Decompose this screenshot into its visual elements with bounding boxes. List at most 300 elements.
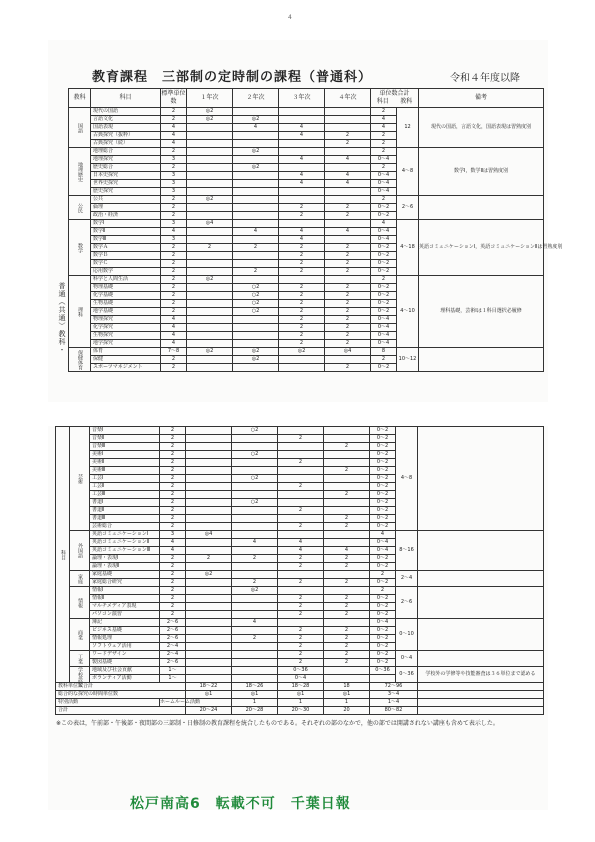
cell-value: 2 [161,196,187,204]
cell-value [233,364,279,372]
cell-value: 2 [161,204,187,212]
subject-name: 数学Ⅱ [91,228,161,236]
cell-value [186,635,232,643]
cell-value: 0〜2 [370,507,396,515]
subject-name: 世界史探究 [91,180,161,188]
cell-value [187,212,233,220]
subject-name: 音楽Ⅱ [90,435,160,443]
field-note: 学校外の学修等や技能審査は３６単位まで認める [418,667,544,683]
cell-value: 2 [161,108,187,116]
field-total: 4〜18 [397,220,419,276]
cell-value: 4 [160,539,186,547]
cell-value: 4 [279,180,325,188]
table-row [56,427,544,435]
cell-value: 3 [161,180,187,188]
summary-blank [418,699,544,707]
field-note [418,531,544,571]
cell-value [187,228,233,236]
cell-value [187,140,233,148]
cell-value: 0〜2 [370,659,396,667]
cell-value: 2 [324,595,370,603]
subject-name: 美術Ⅲ [90,467,160,475]
cell-value [232,507,278,515]
cell-value: 0〜2 [370,475,396,483]
header-unit-total-label: 単位数合計 [379,90,410,97]
cell-value [324,451,370,459]
cell-value [233,332,279,340]
cell-value: ◎2 [187,116,233,124]
cell-value: 2 [371,148,397,156]
cell-value: ◎2 [187,348,233,356]
cell-value: 2 [324,643,370,651]
cell-value: ◎2 [233,356,279,364]
table-row [56,619,544,627]
cell-value [233,252,279,260]
cell-value [186,563,232,571]
cell-value: 2 [325,332,371,340]
cell-value: 2 [232,555,278,563]
subject-name: 体育 [91,348,161,356]
cell-value [186,643,232,651]
cell-value: 0〜4 [371,156,397,164]
cell-value [279,164,325,172]
cell-value: 0〜4 [371,172,397,180]
cell-value [325,220,371,228]
cell-value [324,499,370,507]
cell-value: 0〜4 [371,340,397,348]
cell-value [186,547,232,555]
cell-value [187,332,233,340]
cell-value [325,236,371,244]
subject-name: スポーツマネジメント [91,364,161,372]
cell-value: 2 [325,300,371,308]
cell-value [233,212,279,220]
cell-value: 2 [186,555,232,563]
cell-value: 2 [160,451,186,459]
cell-value: 0〜2 [370,499,396,507]
cell-value [187,124,233,132]
field-total: 0〜10 [396,619,418,651]
table-row [56,587,544,595]
cell-value [233,188,279,196]
cell-value [278,499,324,507]
cell-value: 2 [279,332,325,340]
cell-value [187,324,233,332]
cell-value: 2 [160,515,186,523]
summary-value: ◎1 [232,691,278,699]
cell-value: 2 [160,595,186,603]
cell-value: 0〜2 [371,308,397,316]
cell-value [324,427,370,435]
cell-value: 2 [371,132,397,140]
cell-value [278,571,324,579]
cell-value [187,364,233,372]
cell-value [232,675,278,683]
cell-value [325,356,371,364]
subject-name: 歴史探究 [91,188,161,196]
cell-value: 0〜2 [370,643,396,651]
cell-value: 2 [160,555,186,563]
cell-value [232,515,278,523]
cell-value [233,156,279,164]
cell-value: 2 [325,316,371,324]
subject-name: 情報Ⅱ [90,595,160,603]
cell-value: 4 [325,172,371,180]
cell-value: 2 [325,260,371,268]
cell-value: 2 [278,643,324,651]
cell-value: 2 [279,284,325,292]
field-total: 12 [397,108,419,148]
cell-value: 2 [325,140,371,148]
cell-value: 0〜4 [371,324,397,332]
cell-value [186,667,232,675]
cell-value: 0〜2 [370,451,396,459]
cell-value: 2 [371,356,397,364]
cell-value [233,172,279,180]
cell-value [232,547,278,555]
cell-value: 2 [325,204,371,212]
cell-value: 2〜4 [160,643,186,651]
document-title: 教育課程 三部制の定時制の課程（普通科） [92,70,373,85]
cell-value: 4 [161,324,187,332]
header-kyoka: 教科 [69,89,91,108]
cell-value [186,467,232,475]
cell-value: 2 [325,308,371,316]
subject-name: 地学基礎 [91,308,161,316]
cell-value: 2 [161,308,187,316]
cell-value: 2 [324,555,370,563]
cell-value: 4 [161,332,187,340]
cell-value [232,643,278,651]
summary-row [56,691,544,699]
summary-blank [418,691,544,699]
cell-value [324,507,370,515]
cell-value: 4 [371,116,397,124]
subject-name: 生物探究 [91,332,161,340]
cell-value: 2 [232,635,278,643]
summary-blank [418,707,544,715]
table-row [69,348,544,356]
cell-value [325,116,371,124]
effective-year: 令和４年度以降 [450,73,520,84]
cell-value [325,148,371,156]
cell-value: 0〜2 [371,292,397,300]
field-note: 英語コミュニケーションⅠ，英語コミュニケーションⅡは習熟度別 [419,220,544,276]
table-row [56,667,544,675]
cell-value [279,188,325,196]
subject-name: 製図基礎 [90,659,160,667]
subject-name: 工芸Ⅰ [90,475,160,483]
subject-name: ビジネス基礎 [90,627,160,635]
summary-blank [418,683,544,691]
cell-value: 0〜2 [371,244,397,252]
cell-value: ○2 [233,300,279,308]
cell-value [187,172,233,180]
cell-value: ◎4 [187,220,233,228]
subject-name: ボランティア活動 [90,675,160,683]
subject-name: 古典探究（続） [91,140,161,148]
cell-value: 2 [324,491,370,499]
cell-value: 2 [325,252,371,260]
subject-name: 古典探究（抜粋） [91,132,161,140]
table-row [69,148,544,156]
cell-value [186,675,232,683]
cell-value: 4 [279,172,325,180]
cell-value: ○2 [233,308,279,316]
cell-value: 2 [161,148,187,156]
cell-value: 2 [324,611,370,619]
cell-value: 1〜 [160,675,186,683]
cell-value [324,675,370,683]
cell-value [324,619,370,627]
cell-value: 0〜2 [371,364,397,372]
field-name: 保健体育 [69,348,91,372]
cell-value [186,523,232,531]
side-label: 普通（共通）教科・ [58,282,66,354]
cell-value: 2 [279,324,325,332]
cell-value: ◎2 [233,148,279,156]
subject-name: 倫理 [91,204,161,212]
cell-value: 2〜6 [160,619,186,627]
cell-value [233,236,279,244]
subject-name: 音楽Ⅰ [90,427,160,435]
cell-value [186,427,232,435]
cell-value [278,475,324,483]
cell-value: 2 [160,579,186,587]
summary-value: 1 [278,699,324,707]
summary-sublabel: ホームルーム活動 [160,699,201,705]
cell-value [233,276,279,284]
summary-value: ◎1 [278,691,324,699]
summary-value: 18〜28 [278,683,324,691]
subject-name: 数学Ⅰ [91,220,161,228]
table-row [69,220,544,228]
table-row [56,651,544,659]
summary-row [56,699,544,707]
cell-value: 2 [160,443,186,451]
cell-value [187,132,233,140]
cell-value [232,491,278,499]
subject-name: 音楽Ⅲ [90,443,160,451]
cell-value: 2 [278,579,324,587]
cell-value: 0〜2 [370,627,396,635]
cell-value: 2 [278,595,324,603]
cell-value: 2 [279,252,325,260]
subject-name: 英語コミュニケーションⅡ [90,539,160,547]
cell-value: 2 [278,483,324,491]
curriculum-table-top [68,88,563,372]
cell-value: 2 [279,308,325,316]
cell-value: 2 [160,475,186,483]
cell-value: 2 [161,116,187,124]
cell-value: 2 [371,140,397,148]
summary-value: ◎1 [324,691,370,699]
summary-value: ◎1 [186,691,232,699]
cell-value [233,324,279,332]
cell-value: 0〜2 [371,212,397,220]
field-name: 工業 [70,651,90,667]
cell-value: 2 [324,443,370,451]
field-name: 情報 [70,587,90,619]
newspaper-banner: 松戸南高6 転載不可 千葉日報 [130,796,351,812]
cell-value [232,611,278,619]
cell-value: 2 [161,164,187,172]
cell-value [325,124,371,132]
cell-value: 2 [371,196,397,204]
page-mark: 4 [288,14,292,21]
field-name: 学校設定 [70,667,90,683]
cell-value [279,276,325,284]
cell-value [279,196,325,204]
cell-value: 2〜4 [160,651,186,659]
cell-value: 4 [233,228,279,236]
cell-value: 0〜2 [370,523,396,531]
cell-value [186,579,232,587]
cell-value: ◎2 [233,348,279,356]
cell-value [232,531,278,539]
cell-value: 2 [324,635,370,643]
cell-value: ◎2 [233,164,279,172]
cell-value: 2 [160,507,186,515]
header-subject-total: 科目 [376,98,389,105]
field-name: 外国語 [70,531,90,571]
cell-value: 2 [324,651,370,659]
cell-value [279,140,325,148]
cell-value: 0〜2 [370,467,396,475]
subject-name: 地学探究 [91,340,161,348]
cell-value [279,108,325,116]
cell-value: 2 [160,491,186,499]
cell-value [233,108,279,116]
field-note: 数学Ⅰ，数学Ⅱは習熟度別 [419,148,544,196]
cell-value: 4 [324,547,370,555]
cell-value [233,316,279,324]
cell-value: 0〜4 [370,619,396,627]
subject-name: 論理・表現Ⅰ [90,555,160,563]
summary-value: 20 [324,707,370,715]
cell-value: 0〜2 [371,284,397,292]
field-name: 地理歴史 [69,148,91,196]
cell-value: 4 [371,124,397,132]
cell-value: 4 [279,228,325,236]
cell-value: 0〜2 [370,555,396,563]
subject-name: 公共 [91,196,161,204]
subject-name: 政治・経済 [91,212,161,220]
subject-name: 応用数学 [91,268,161,276]
cell-value: ◎2 [187,196,233,204]
summary-label: 合計 [56,707,186,715]
cell-value: 2 [371,276,397,284]
cell-value: 4 [279,124,325,132]
cell-value [232,435,278,443]
cell-value: 2 [278,635,324,643]
subject-name: 数学Ａ [91,244,161,252]
subject-name: 地理探究 [91,156,161,164]
field-note [418,651,544,667]
table-row [56,571,544,579]
cell-value [232,459,278,467]
header-year3: ３年次 [279,89,325,108]
cell-value [187,204,233,212]
cell-value: 2 [187,244,233,252]
cell-value: 0〜36 [370,667,396,675]
cell-value [233,204,279,212]
subject-name: 化学探究 [91,324,161,332]
cell-value [232,667,278,675]
cell-value [186,595,232,603]
cell-value: 0〜2 [370,491,396,499]
cell-value: 2 [371,108,397,116]
cell-value [324,459,370,467]
subject-name: 地理総合 [91,148,161,156]
cell-value [279,364,325,372]
cell-value [186,651,232,659]
cell-value: ◎2 [187,108,233,116]
cell-value [187,308,233,316]
cell-value: ◎2 [279,348,325,356]
subject-name: 家庭総合研究 [90,579,160,587]
cell-value: 0〜2 [370,443,396,451]
cell-value: ◎2 [186,571,232,579]
cell-value [186,515,232,523]
subject-name: 保健 [91,356,161,364]
subject-name: 工芸Ⅱ [90,483,160,491]
cell-value: 2 [161,356,187,364]
cell-value [278,531,324,539]
cell-value: 2 [160,499,186,507]
cell-value [279,148,325,156]
subject-name: 書道Ⅰ [90,499,160,507]
cell-value [370,675,396,683]
cell-value: 0〜2 [370,427,396,435]
field-note [418,587,544,619]
cell-value: ○2 [232,475,278,483]
summary-value: 72〜96 [370,683,418,691]
cell-value [278,467,324,475]
cell-value [325,276,371,284]
cell-value: 0〜2 [371,268,397,276]
cell-value: 2 [161,252,187,260]
cell-value: 2 [232,579,278,587]
summary-row [56,683,544,691]
cell-value: 4 [161,316,187,324]
field-note [418,571,544,587]
field-total: 4〜8 [396,427,418,531]
cell-value [187,340,233,348]
cell-value: 2 [161,364,187,372]
field-total: 8〜16 [396,531,418,571]
cell-value [232,563,278,571]
cell-value: 2 [160,435,186,443]
cell-value [186,459,232,467]
cell-value [325,108,371,116]
cell-value [232,595,278,603]
cell-value [187,356,233,364]
cell-value [187,252,233,260]
cell-value: 4 [160,547,186,555]
summary-value: 20〜30 [278,707,324,715]
cell-value [187,284,233,292]
cell-value: 2 [278,459,324,467]
subject-name: 芸術総合 [90,523,160,531]
cell-value: 3 [161,236,187,244]
cell-value: 2 [160,611,186,619]
subject-name: 書道Ⅱ [90,507,160,515]
cell-value [233,196,279,204]
cell-value: ◎2 [232,587,278,595]
field-note [419,196,544,220]
cell-value [186,451,232,459]
